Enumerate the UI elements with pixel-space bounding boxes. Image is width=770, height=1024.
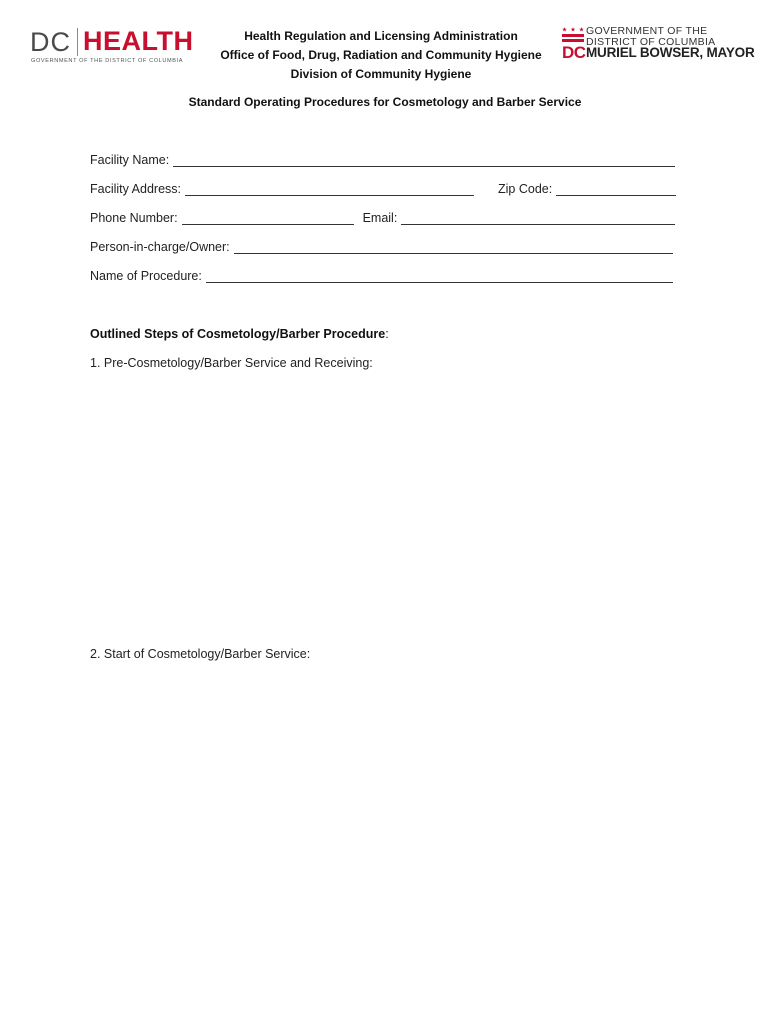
phone-number-field[interactable]: [182, 213, 354, 225]
header-line-2: Office of Food, Drug, Radiation and Community Hygiene: [220, 48, 542, 62]
facility-address-label: Facility Address:: [90, 182, 182, 196]
steps-heading-colon: :: [385, 327, 389, 341]
step-2-label: 2. Start of Cosmetology/Barber Service:: [90, 647, 311, 661]
phone-number-label: Phone Number:: [90, 211, 178, 225]
logo-subtitle: GOVERNMENT OF THE DISTRICT OF COLUMBIA: [31, 58, 184, 64]
email-label: Email:: [362, 211, 398, 225]
agency-header: [200, 27, 562, 84]
mayor-name: MURIEL BOWSER, MAYOR: [586, 45, 755, 60]
gov-line-1: GOVERNMENT OF THE: [586, 25, 708, 37]
logo-divider: [77, 28, 78, 56]
gov-line-2: DISTRICT OF COLUMBIA: [586, 36, 716, 48]
header-line-1: Health Regulation and Licensing Administration: [244, 29, 518, 43]
dc-flag-icon: [562, 27, 584, 43]
dc-health-logo: [30, 24, 195, 68]
person-in-charge-row: [90, 240, 673, 254]
steps-heading: [90, 327, 389, 341]
steps-heading-text: Outlined Steps of Cosmetology/Barber Procedure: [90, 327, 386, 341]
facility-address-field[interactable]: [185, 184, 474, 196]
step-1-label: 1. Pre-Cosmetology/Barber Service and Receiving:: [90, 356, 373, 370]
person-in-charge-label: Person-in-charge/Owner:: [90, 240, 230, 254]
logo-dc-mark: DC: [562, 43, 586, 62]
document-title: Standard Operating Procedures for Cosmetology and Barber Service: [188, 95, 582, 109]
contact-row: [90, 211, 675, 225]
email-field[interactable]: [401, 213, 675, 225]
facility-name-label: Facility Name:: [90, 153, 170, 167]
logo-dc-text: DC: [30, 27, 71, 57]
procedure-name-label: Name of Procedure:: [90, 269, 202, 283]
zip-code-field[interactable]: [556, 184, 676, 196]
person-in-charge-field[interactable]: [234, 242, 673, 254]
dc-government-logo: [562, 25, 755, 66]
logo-health-text: HEALTH: [83, 26, 194, 56]
facility-name-field[interactable]: [173, 155, 675, 167]
zip-code-label: Zip Code:: [498, 182, 553, 196]
procedure-name-row: [90, 269, 673, 283]
procedure-name-field[interactable]: [206, 271, 673, 283]
facility-name-row: [90, 153, 675, 167]
facility-address-row: [90, 182, 676, 196]
header-line-3: Division of Community Hygiene: [290, 67, 472, 81]
